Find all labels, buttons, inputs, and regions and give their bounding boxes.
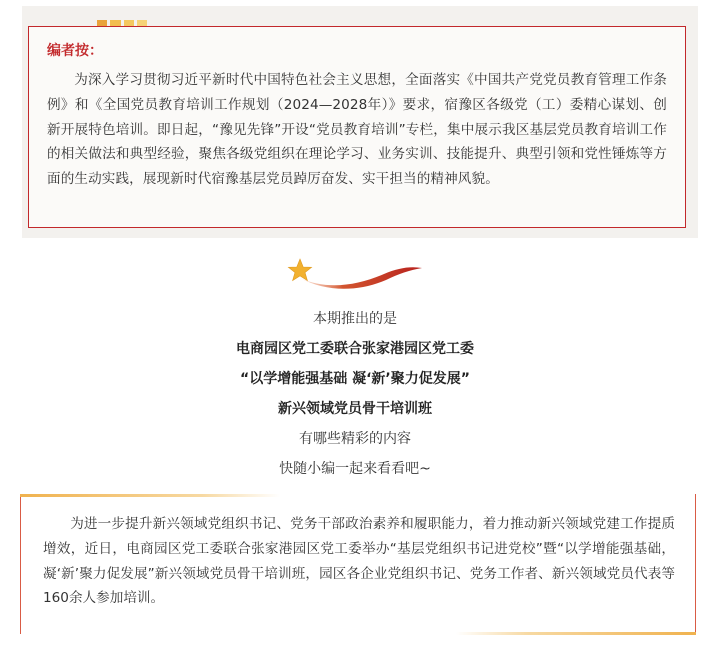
star-ribbon-icon <box>286 256 426 292</box>
intro-line-3: “以学增能强基础 凝‘新’聚力促发展” <box>240 371 470 387</box>
paragraph-bottom-accent <box>456 632 696 635</box>
editor-note-body: 为深入学习贯彻习近平新时代中国特色社会主义思想，全面落实《中国共产党党员教育管理工作条例》和《全国党员教育培训工作规划（2024—2028年）》要求，宿豫区各级党（工）委精心谋划、创新开展特色培训。即日起，“豫见先锋”开设“党员教育培训”专栏，集中展示我区基层党员教育培训工作的相关做法和典型经验，聚焦各级党组织在理论学习、业务实训、技能提升、典型引领和党性锤炼等方面的生动实践，展现新时代宿豫基层党员踔厉奋发、实干担当的精神风貌。 <box>47 72 667 188</box>
editor-note-box <box>28 26 686 228</box>
paragraph-top-accent <box>20 494 280 497</box>
article-paragraph-text: 为进一步提升新兴领域党组织书记、党务干部政治素养和履职能力，着力推动新兴领域党建工作提质增效，近日，电商园区党工委联合张家港园区党工委举办“基层党组织书记进党校”暨“以学增能强基础，凝‘新’聚力促发展”新兴领域党员骨干培训班，园区各企业党组织书记、党务工作者、新兴领域党员代表等160余人参加培训。 <box>43 516 675 607</box>
article-paragraph-card <box>20 494 700 644</box>
intro-line-5: 有哪些精彩的内容 <box>299 431 411 447</box>
editor-note-title: 编者按： <box>47 43 103 59</box>
intro-line-1: 本期推出的是 <box>313 311 397 327</box>
intro-line-4: 新兴领域党员骨干培训班 <box>278 401 432 417</box>
editor-note-card <box>22 6 698 238</box>
article-paragraph-box <box>20 494 696 634</box>
intro-line-6: 快随小编一起来看看吧~ <box>279 461 431 477</box>
intro-line-2: 电商园区党工委联合张家港园区党工委 <box>236 341 474 357</box>
